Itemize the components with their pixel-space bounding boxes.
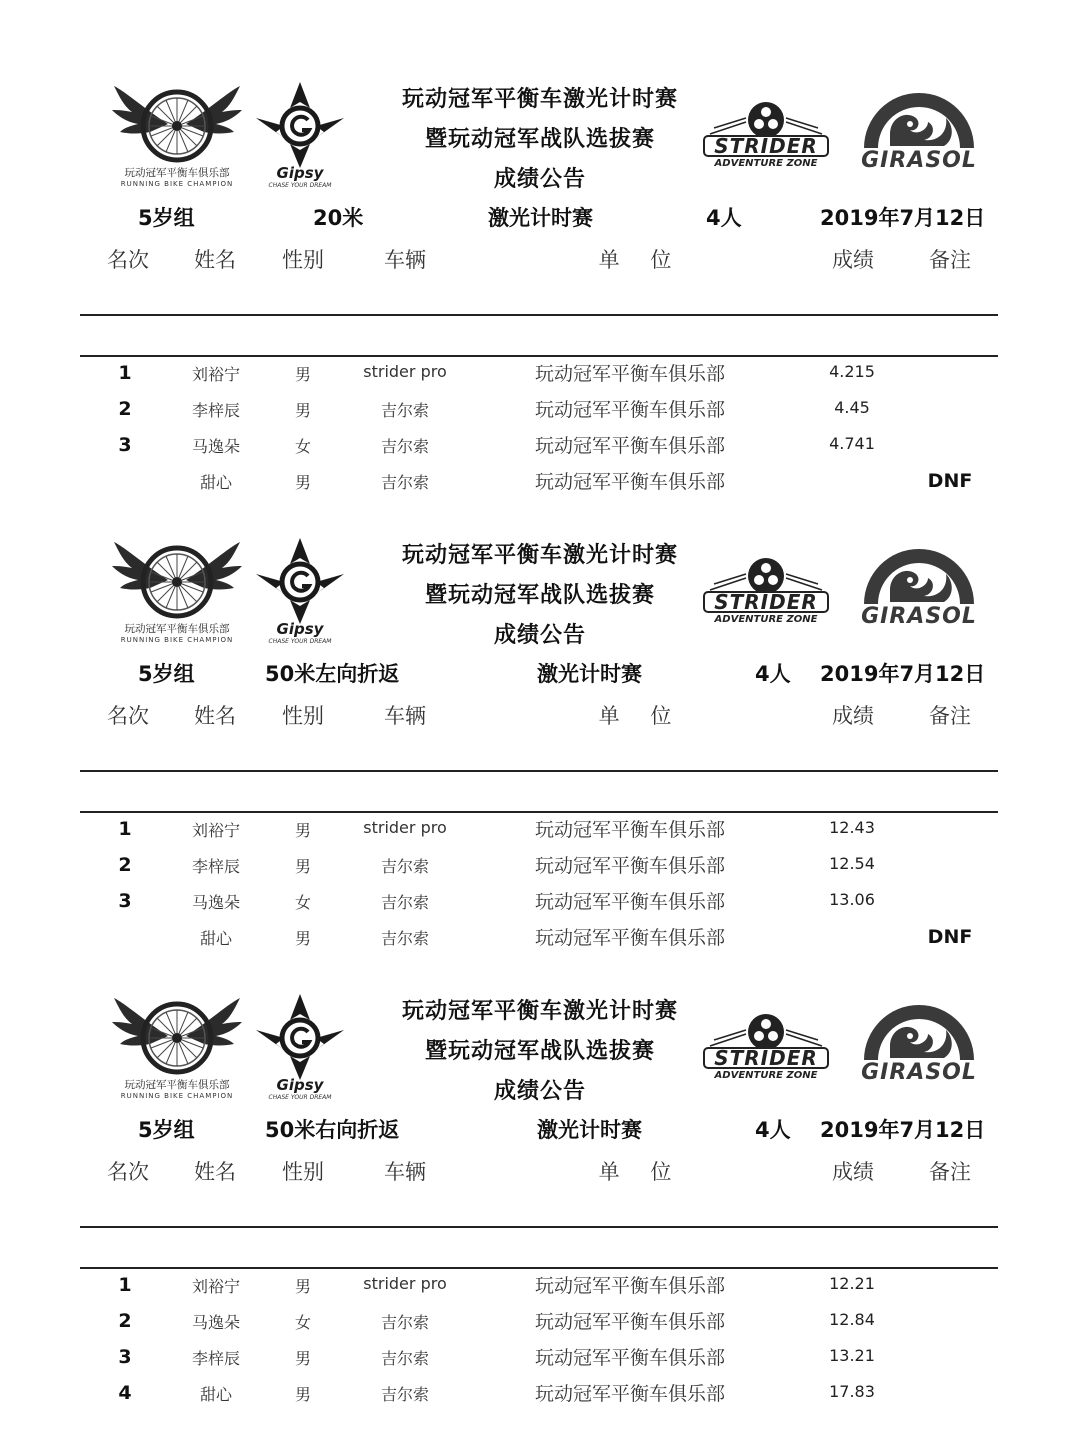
vehicle-cell: 吉尔索: [380, 1385, 429, 1404]
announcement-title: [340, 536, 740, 656]
unit-cell: 玩动冠军平衡车俱乐部: [534, 1311, 725, 1333]
unit-cell: 玩动冠军平衡车俱乐部: [534, 1275, 725, 1297]
unit-cell: 玩动冠军平衡车俱乐部: [534, 471, 725, 493]
result-section: [0, 78, 1080, 518]
name-cell: 刘裕宁: [191, 821, 240, 840]
score-cell: 4.45: [834, 398, 870, 417]
vehicle-cell: 吉尔索: [380, 857, 429, 876]
table-row: [0, 1376, 1080, 1412]
vehicle-cell: 吉尔索: [380, 893, 429, 912]
svg-text:RUNNING BIKE CHAMPION: RUNNING BIKE CHAMPION: [120, 1092, 234, 1100]
svg-text:ADVENTURE ZONE: ADVENTURE ZONE: [714, 158, 818, 169]
col-gender-header: 性别: [282, 704, 324, 728]
svg-text:GIRASOL: GIRASOL: [861, 1060, 977, 1082]
col-rank-header: 名次: [107, 1160, 149, 1184]
svg-text:玩动冠军平衡车俱乐部: 玩动冠军平衡车俱乐部: [124, 1079, 230, 1091]
unit-cell: 玩动冠军平衡车俱乐部: [534, 1383, 725, 1405]
svg-text:玩动冠军平衡车俱乐部: 玩动冠军平衡车俱乐部: [124, 623, 230, 635]
participant-count: 4人: [755, 1118, 791, 1142]
announcement-title: [340, 80, 740, 200]
table-row: [0, 464, 1080, 500]
event-type: 激光计时赛: [537, 1118, 642, 1142]
col-note-header: 备注: [929, 248, 971, 272]
name-cell: 李梓辰: [191, 857, 240, 876]
name-cell: 李梓辰: [191, 401, 240, 420]
unit-cell: 玩动冠军平衡车俱乐部: [534, 399, 725, 421]
svg-text:GIRASOL: GIRASOL: [861, 604, 977, 626]
table-header: [0, 236, 1080, 276]
score-cell: 12.84: [829, 1310, 875, 1329]
unit-cell: 玩动冠军平衡车俱乐部: [534, 435, 725, 457]
table-row: [0, 884, 1080, 920]
svg-text:CHASE YOUR DREAM: CHASE YOUR DREAM: [268, 1094, 332, 1100]
col-gender-header: 性别: [282, 248, 324, 272]
table-row: [0, 812, 1080, 848]
score-cell: 17.83: [829, 1382, 875, 1401]
rank-cell: 1: [118, 1274, 132, 1296]
title-line-2: 暨玩动冠军战队选拔赛: [424, 583, 655, 608]
name-cell: 刘裕宁: [191, 1277, 240, 1296]
gender-cell: 女: [294, 437, 311, 456]
gender-cell: 男: [294, 1277, 311, 1296]
rank-cell: 3: [118, 434, 132, 456]
score-cell: 13.21: [829, 1346, 875, 1365]
rank-cell: 1: [118, 362, 132, 384]
club-wheel-logo: [106, 80, 248, 188]
table-row: [0, 356, 1080, 392]
girasol-logo: [850, 538, 988, 626]
rank-cell: 3: [118, 1346, 132, 1368]
vehicle-cell: 吉尔索: [380, 473, 429, 492]
gender-cell: 女: [294, 893, 311, 912]
gender-cell: 男: [294, 365, 311, 384]
gipsy-logo: [252, 534, 348, 644]
col-vehicle-header: 车辆: [384, 1160, 426, 1184]
rank-cell: 2: [118, 854, 132, 876]
vehicle-cell: 吉尔索: [380, 401, 429, 420]
rank-cell: 1: [118, 818, 132, 840]
gender-cell: 男: [294, 473, 311, 492]
age-group: 5岁组: [138, 662, 195, 686]
header-top-rule: [80, 1226, 998, 1228]
result-rows: [0, 812, 1080, 956]
score-cell: 12.54: [829, 854, 875, 873]
table-row: [0, 428, 1080, 464]
event-distance: 50米右向折返: [265, 1118, 400, 1142]
event-date: 2019年7月12日: [820, 662, 986, 686]
unit-cell: 玩动冠军平衡车俱乐部: [534, 855, 725, 877]
vehicle-cell: strider pro: [363, 818, 447, 837]
title-line-3: 成绩公告: [493, 623, 586, 648]
col-rank-header: 名次: [107, 248, 149, 272]
event-type: 激光计时赛: [488, 206, 593, 230]
svg-text:RUNNING BIKE CHAMPION: RUNNING BIKE CHAMPION: [120, 180, 234, 188]
svg-text:Gipsy: Gipsy: [276, 1076, 324, 1094]
col-name-header: 姓名: [194, 248, 236, 272]
age-group: 5岁组: [138, 206, 195, 230]
name-cell: 甜心: [199, 929, 232, 948]
name-cell: 马逸朵: [191, 1313, 240, 1332]
score-cell: 4.741: [829, 434, 875, 453]
gender-cell: 男: [294, 1349, 311, 1368]
col-gender-header: 性别: [282, 1160, 324, 1184]
rank-cell: 2: [118, 398, 132, 420]
rank-cell: 4: [118, 1382, 132, 1404]
col-vehicle-header: 车辆: [384, 248, 426, 272]
title-line-1: 玩动冠军平衡车激光计时赛: [401, 87, 678, 112]
title-line-1: 玩动冠军平衡车激光计时赛: [401, 999, 678, 1024]
unit-cell: 玩动冠军平衡车俱乐部: [534, 1347, 725, 1369]
result-rows: [0, 356, 1080, 500]
table-row: [0, 1340, 1080, 1376]
title-line-3: 成绩公告: [493, 1079, 586, 1104]
result-section: [0, 990, 1080, 1430]
vehicle-cell: 吉尔索: [380, 929, 429, 948]
event-distance: 20米: [313, 206, 364, 230]
event-type: 激光计时赛: [537, 662, 642, 686]
table-header: [0, 692, 1080, 732]
age-group: 5岁组: [138, 1118, 195, 1142]
table-row: [0, 920, 1080, 956]
event-date: 2019年7月12日: [820, 1118, 986, 1142]
svg-text:ADVENTURE ZONE: ADVENTURE ZONE: [714, 614, 818, 625]
svg-text:GIRASOL: GIRASOL: [861, 148, 977, 170]
score-cell: 4.215: [829, 362, 875, 381]
table-row: [0, 848, 1080, 884]
name-cell: 马逸朵: [191, 437, 240, 456]
vehicle-cell: strider pro: [363, 362, 447, 381]
col-score-header: 成绩: [832, 704, 874, 728]
col-note-header: 备注: [929, 704, 971, 728]
col-vehicle-header: 车辆: [384, 704, 426, 728]
participant-count: 4人: [706, 206, 742, 230]
girasol-logo: [850, 82, 988, 170]
header-top-rule: [80, 770, 998, 772]
table-row: [0, 1268, 1080, 1304]
vehicle-cell: 吉尔索: [380, 437, 429, 456]
col-unit-header: 单 位: [598, 1160, 672, 1184]
vehicle-cell: 吉尔索: [380, 1349, 429, 1368]
svg-text:玩动冠军平衡车俱乐部: 玩动冠军平衡车俱乐部: [124, 167, 230, 179]
gender-cell: 男: [294, 821, 311, 840]
unit-cell: 玩动冠军平衡车俱乐部: [534, 819, 725, 841]
name-cell: 甜心: [199, 1385, 232, 1404]
gipsy-logo: [252, 78, 348, 188]
gender-cell: 男: [294, 857, 311, 876]
col-score-header: 成绩: [832, 248, 874, 272]
event-date: 2019年7月12日: [820, 206, 986, 230]
svg-text:RUNNING BIKE CHAMPION: RUNNING BIKE CHAMPION: [120, 636, 234, 644]
svg-text:ADVENTURE ZONE: ADVENTURE ZONE: [714, 1070, 818, 1081]
table-header: [0, 1148, 1080, 1188]
col-name-header: 姓名: [194, 1160, 236, 1184]
event-info-row: [0, 1110, 1080, 1148]
participant-count: 4人: [755, 662, 791, 686]
unit-cell: 玩动冠军平衡车俱乐部: [534, 891, 725, 913]
gender-cell: 男: [294, 401, 311, 420]
table-row: [0, 392, 1080, 428]
gender-cell: 女: [294, 1313, 311, 1332]
table-row: [0, 1304, 1080, 1340]
announcement-title: [340, 992, 740, 1112]
svg-text:STRIDER: STRIDER: [714, 134, 818, 158]
note-cell: DNF: [927, 926, 973, 948]
girasol-logo: [850, 994, 988, 1082]
gender-cell: 男: [294, 929, 311, 948]
col-name-header: 姓名: [194, 704, 236, 728]
title-line-2: 暨玩动冠军战队选拔赛: [424, 1039, 655, 1064]
svg-text:Gipsy: Gipsy: [276, 620, 324, 638]
vehicle-cell: strider pro: [363, 1274, 447, 1293]
score-cell: 13.06: [829, 890, 875, 909]
svg-text:Gipsy: Gipsy: [276, 164, 324, 182]
vehicle-cell: 吉尔索: [380, 1313, 429, 1332]
col-score-header: 成绩: [832, 1160, 874, 1184]
svg-text:CHASE YOUR DREAM: CHASE YOUR DREAM: [268, 182, 332, 188]
title-line-1: 玩动冠军平衡车激光计时赛: [401, 543, 678, 568]
unit-cell: 玩动冠军平衡车俱乐部: [534, 363, 725, 385]
header-top-rule: [80, 314, 998, 316]
result-rows: [0, 1268, 1080, 1412]
rank-cell: 3: [118, 890, 132, 912]
event-info-row: [0, 654, 1080, 692]
col-note-header: 备注: [929, 1160, 971, 1184]
note-cell: DNF: [927, 470, 973, 492]
score-cell: 12.43: [829, 818, 875, 837]
event-distance: 50米左向折返: [265, 662, 400, 686]
name-cell: 李梓辰: [191, 1349, 240, 1368]
col-unit-header: 单 位: [598, 248, 672, 272]
rank-cell: 2: [118, 1310, 132, 1332]
svg-text:CHASE YOUR DREAM: CHASE YOUR DREAM: [268, 638, 332, 644]
title-line-2: 暨玩动冠军战队选拔赛: [424, 127, 655, 152]
club-wheel-logo: [106, 536, 248, 644]
name-cell: 刘裕宁: [191, 365, 240, 384]
result-section: [0, 534, 1080, 974]
col-unit-header: 单 位: [598, 704, 672, 728]
name-cell: 甜心: [199, 473, 232, 492]
gipsy-logo: [252, 990, 348, 1100]
score-cell: 12.21: [829, 1274, 875, 1293]
title-line-3: 成绩公告: [493, 167, 586, 192]
col-rank-header: 名次: [107, 704, 149, 728]
unit-cell: 玩动冠军平衡车俱乐部: [534, 927, 725, 949]
club-wheel-logo: [106, 992, 248, 1100]
svg-text:STRIDER: STRIDER: [714, 590, 818, 614]
gender-cell: 男: [294, 1385, 311, 1404]
svg-text:STRIDER: STRIDER: [714, 1046, 818, 1070]
name-cell: 马逸朵: [191, 893, 240, 912]
event-info-row: [0, 198, 1080, 236]
